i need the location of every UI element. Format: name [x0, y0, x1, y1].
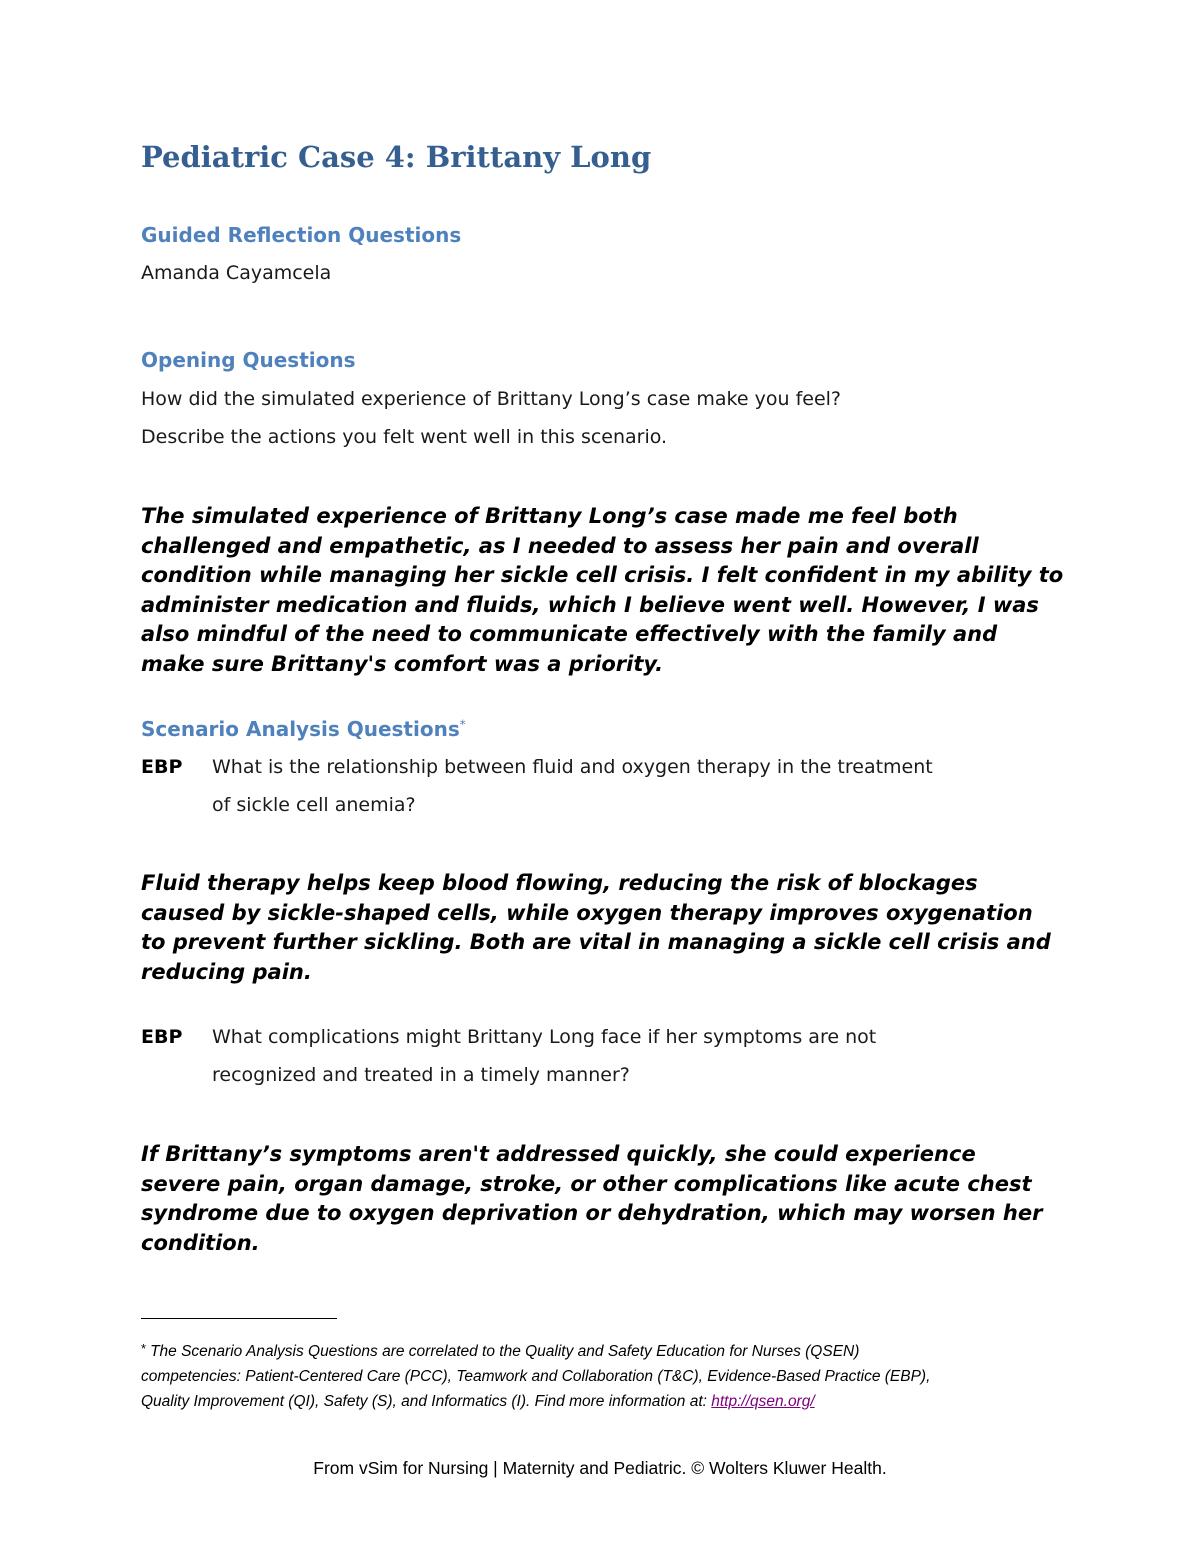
page-title: Pediatric Case 4: Brittany Long [141, 140, 652, 174]
question-2-text [212, 1018, 1072, 1094]
footnote-text: Quality Improvement (QI), Safety (S), and Informatics (I). Find more information at: [141, 1393, 712, 1410]
footnote-separator [141, 1318, 337, 1319]
question-1-answer [141, 869, 1071, 987]
answer-line: severe pain, organ damage, stroke, or other complications like acute chest [141, 1171, 1032, 1196]
question-line: recognized and treated in a timely manner? [212, 1064, 630, 1086]
question-2-label: EBP [141, 1026, 183, 1048]
answer-line: make sure Brittany's comfort was a priority. [141, 651, 664, 676]
answer-line: to prevent further sickling. Both are vital in managing a sickle cell crisis and [141, 930, 1051, 955]
opening-answer [141, 502, 1071, 680]
answer-line: condition. [141, 1230, 260, 1255]
question-line: What is the relationship between fluid and oxygen therapy in the treatment [212, 756, 933, 778]
answer-line: caused by sickle-shaped cells, while oxygen therapy improves oxygenation [141, 900, 1033, 925]
answer-line: also mindful of the need to communicate effectively with the family and [141, 622, 998, 647]
footnote-line [141, 1389, 1061, 1414]
footnote-text: The Scenario Analysis Questions are correlated to the Quality and Safety Education for Nurses (QSEN) [150, 1343, 860, 1360]
qsen-link[interactable]: http://qsen.org/ [711, 1393, 815, 1410]
question-1-label: EBP [141, 756, 183, 778]
answer-line: reducing pain. [141, 959, 312, 984]
answer-line: The simulated experience of Brittany Long’s case made me feel both [141, 504, 958, 528]
footnote-reference-mark[interactable]: * [459, 717, 466, 732]
footnote-line: competencies: Patient-Centered Care (PCC), Teamwork and Collaboration (T&C), Evidence-Based Practice (EBP), [141, 1368, 931, 1385]
footnote-line [141, 1336, 1061, 1364]
answer-line: administer medication and fluids, which I believe went well. However, I was [141, 592, 1039, 617]
question-line: of sickle cell anemia? [212, 794, 416, 816]
page-footer: From vSim for Nursing | Maternity and Pediatric. © Wolters Kluwer Health. [313, 1458, 887, 1478]
answer-line: condition while managing her sickle cell crisis. I felt confident in my ability to [141, 563, 1064, 588]
scenario-heading-text: Scenario Analysis Questions [141, 717, 460, 741]
section-heading-guided-reflection: Guided Reflection Questions [141, 223, 462, 247]
answer-line: challenged and empathetic, as I needed to assess her pain and overall [141, 533, 979, 558]
section-heading-opening-questions: Opening Questions [141, 348, 356, 372]
question-line: What complications might Brittany Long face if her symptoms are not [212, 1026, 877, 1048]
question-2-answer [141, 1140, 1071, 1258]
answer-line: If Brittany’s symptoms aren't addressed quickly, she could experience [141, 1142, 976, 1166]
question-1-text [212, 748, 1072, 824]
section-heading-scenario-analysis [141, 717, 466, 741]
footnote-mark: * [141, 1341, 147, 1356]
author-name: Amanda Cayamcela [141, 262, 332, 284]
opening-question-2: Describe the actions you felt went well in this scenario. [141, 426, 668, 448]
opening-question-1: How did the simulated experience of Brittany Long’s case make you feel? [141, 388, 841, 410]
answer-line: syndrome due to oxygen deprivation or dehydration, which may worsen her [141, 1201, 1043, 1226]
answer-line: Fluid therapy helps keep blood flowing, reducing the risk of blockages [141, 871, 978, 895]
footnote [141, 1336, 1061, 1414]
